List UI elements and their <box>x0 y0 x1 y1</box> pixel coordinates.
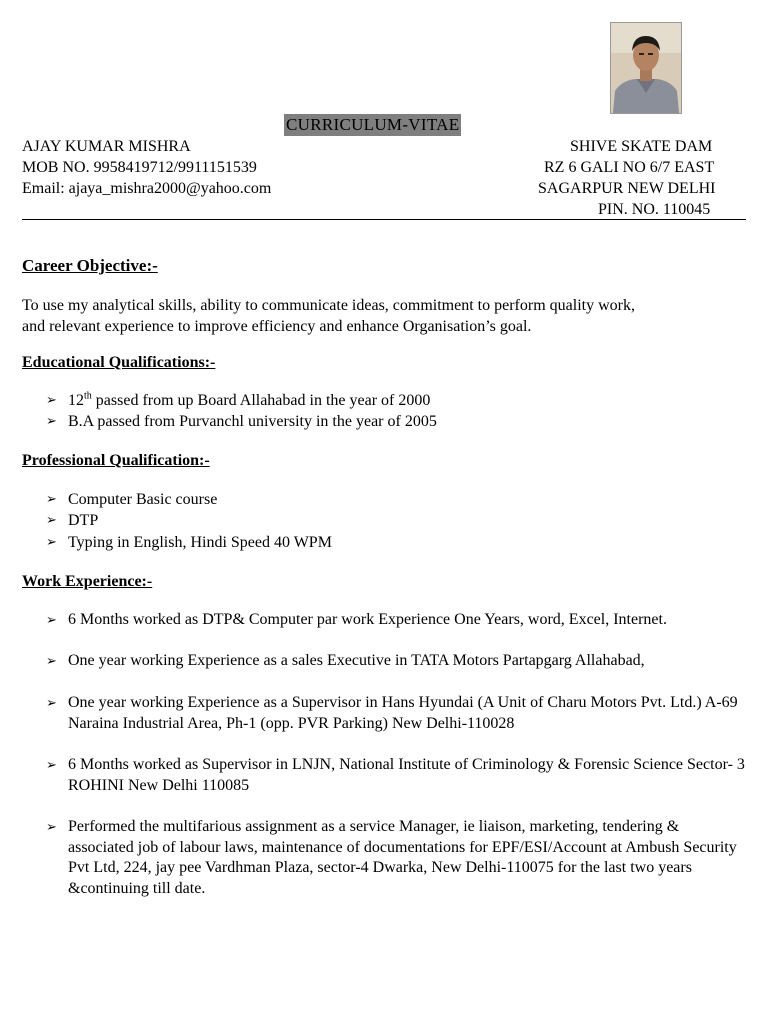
work-item: One year working Experience as a sales Executive in TATA Motors Partapgarg Allahabad, <box>68 652 645 669</box>
work-experience-heading: Work Experience:- <box>22 573 153 590</box>
bullet-arrow-icon: ➢ <box>46 413 57 428</box>
professional-item: Computer Basic course <box>68 491 218 508</box>
email-address: Email: ajaya_mishra2000@yahoo.com <box>22 180 272 197</box>
career-objective-line-2: and relevant experience to improve efficiency and enhance Organisation’s goal. <box>22 318 532 335</box>
document-title: CURRICULUM-VITAE <box>286 115 460 134</box>
mobile-number: MOB NO. 9958419712/9911151539 <box>22 159 257 176</box>
address-line-2: RZ 6 GALI NO 6/7 EAST <box>544 159 715 176</box>
professional-heading: Professional Qualification:- <box>22 452 210 469</box>
work-item: 6 Months worked as Supervisor in LNJN, National Institute of Criminology & Forensic Science Sector- 3 ROHINI New Delhi 110085 <box>68 756 745 794</box>
profile-photo <box>610 22 682 114</box>
bullet-arrow-icon: ➢ <box>46 757 57 772</box>
career-objective-line-1: To use my analytical skills, ability to communicate ideas, commitment to perform quality work, <box>22 297 635 314</box>
address-line-1: SHIVE SKATE DAM <box>570 138 713 155</box>
bullet-arrow-icon: ➢ <box>46 612 57 627</box>
bullet-arrow-icon: ➢ <box>46 695 57 710</box>
work-item: Performed the multifarious assignment as a service Manager, ie liaison, marketing, tendering & associated job of labour laws, maintenance of documentations for EPF/ESI/Account at Ambush Security Pvt Ltd, 224, jay pee Vardhman Plaza, sector-4 Dwarka, New Delhi-110075 for the last two years &continuing till date. <box>68 818 737 897</box>
bullet-arrow-icon: ➢ <box>46 512 57 527</box>
bullet-arrow-icon: ➢ <box>46 653 57 668</box>
professional-item: DTP <box>68 512 99 529</box>
bullet-arrow-icon: ➢ <box>46 819 57 834</box>
education-item: B.A passed from Purvanchl university in the year of 2005 <box>68 413 437 430</box>
candidate-name: AJAY KUMAR MISHRA <box>22 138 191 155</box>
person-photo-icon <box>611 23 681 113</box>
bullet-arrow-icon: ➢ <box>46 534 57 549</box>
work-item: 6 Months worked as DTP& Computer par work Experience One Years, word, Excel, Internet. <box>68 611 667 628</box>
address-line-3: SAGARPUR NEW DELHI <box>538 180 716 197</box>
bullet-arrow-icon: ➢ <box>46 392 57 407</box>
education-item: 12th passed from up Board Allahabad in the year of 2000 <box>68 390 431 409</box>
professional-item: Typing in English, Hindi Speed 40 WPM <box>68 534 332 551</box>
career-objective-heading: Career Objective:- <box>22 256 158 275</box>
education-heading: Educational Qualifications:- <box>22 354 216 371</box>
header-divider <box>22 219 746 220</box>
address-pin: PIN. NO. 110045 <box>598 201 711 218</box>
bullet-arrow-icon: ➢ <box>46 491 57 506</box>
work-item: One year working Experience as a Supervisor in Hans Hyundai (A Unit of Charu Motors Pvt. Ltd.) A-69 Naraina Industrial Area, Ph-1 (opp. PVR Parking) New Delhi-110028 <box>68 694 738 732</box>
